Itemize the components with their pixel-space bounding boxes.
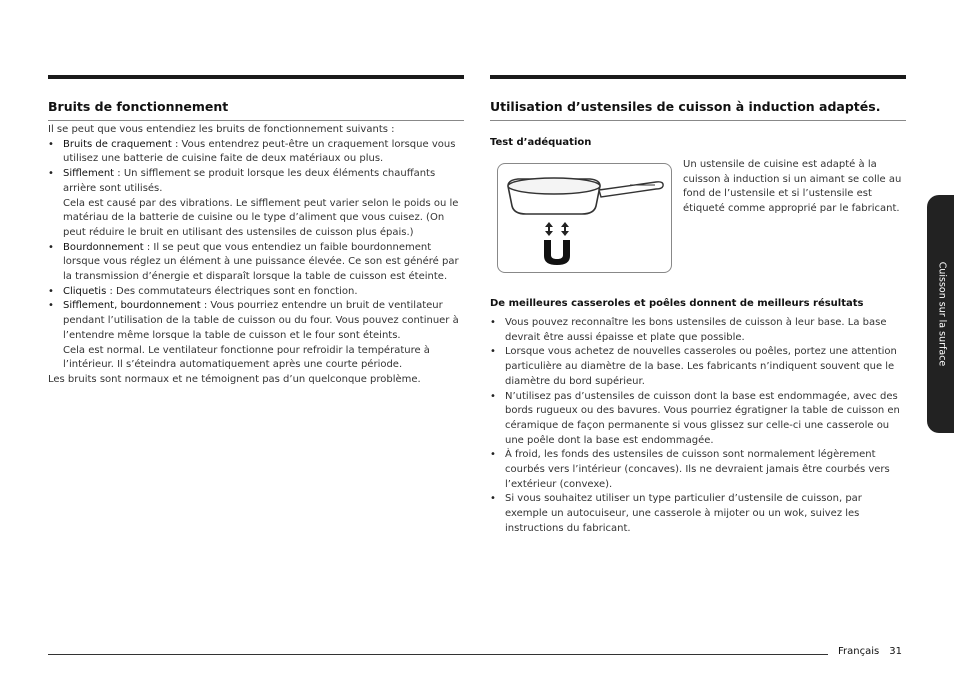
noise-desc: : Vous pourriez entendre un bruit de ventilateur pendant l’utilisation de la table de cuisson ou du four. Vous pouvez continuer à l’entendre même lorsque la table de cuisson et le four sont éteints. (63, 300, 459, 341)
right-title-rule (490, 120, 906, 121)
noise-term: Bourdonnement (63, 241, 144, 253)
noise-intro: Il se peut que vous entendiez les bruits de fonctionnement suivants : (48, 124, 395, 135)
noise-term: Bruits de craquement (63, 138, 172, 150)
right-section-title: Utilisation d’ustensiles de cuisson à induction adaptés. (490, 99, 881, 114)
best-list (490, 316, 906, 537)
footer-rule (48, 654, 828, 655)
noise-desc: : Des commutateurs électriques sont en fonction. (106, 285, 358, 297)
noise-item-crackling (48, 138, 464, 167)
noise-extra: Cela est causé par des vibrations. Le sifflement peut varier selon le poids ou le matériau de la batterie de cuisine ou le type d’aliment que vous cuisez. (On peut réduire le bruit en utilisant des ustensiles de cuisson plus épais.) (63, 197, 459, 238)
page-number: 31 (889, 646, 902, 657)
noise-list (48, 138, 464, 373)
noise-extra: Cela est normal. Le ventilateur fonctionne pour refroidir la température à l’intérieur. Il s’éteindra automatiquement après une courte période. (63, 344, 430, 371)
noise-outro: Les bruits sont normaux et ne témoignent pas d’un quelconque problème. (48, 373, 421, 385)
noise-item-clicking (48, 285, 464, 300)
best-list-wrap (490, 316, 906, 537)
best-item: • Vous pouvez reconnaître les bons ustensiles de cuisson à leur base. La base devrait être aussi épaisse et plate que possible. (490, 316, 906, 345)
pan-magnet-icon (498, 164, 673, 274)
chapter-side-tab-label: Cuisson sur la surface (936, 261, 948, 367)
noise-item-humming (48, 241, 464, 285)
footer-language: Français (838, 646, 880, 657)
noise-desc: : Un sifflement se produit lorsque les deux éléments chauffants arrière sont utilisés. (63, 168, 436, 194)
chapter-side-tab (927, 195, 954, 433)
magnet-test-illustration (497, 163, 672, 273)
best-item: • Si vous souhaitez utiliser un type particulier d’ustensile de cuisson, par exemple un autocuiseur, une casserole à mijoter ou un wok, suivez les instructions du fabricant. (490, 492, 906, 536)
left-title-rule (48, 120, 464, 121)
left-top-bar (48, 75, 464, 79)
best-item: • N’utilisez pas d’ustensiles de cuisson dont la base est endommagée, avec des bords rugueux ou des bavures. Vous pourriez égratigner la table de cuisson en céramique de façon permanente si vous glissez sur celle-ci une casserole ou une poêle dont la base est endommagée. (490, 390, 906, 449)
best-heading: De meilleures casseroles et poêles donnent de meilleurs résultats (490, 298, 864, 309)
test-heading: Test d’adéquation (490, 137, 592, 148)
noise-term: Sifflement (63, 168, 115, 180)
best-item: • À froid, les fonds des ustensiles de cuisson sont normalement légèrement courbés vers l’intérieur (concaves). Ils ne devraient jamais être courbés vers l’extérieur (convexe). (490, 448, 906, 492)
noise-desc: : Vous entendrez peut-être un craquement lorsque vous utilisez une batterie de cuisine faite de deux matériaux ou plus. (63, 138, 456, 165)
noise-item-fan (48, 299, 464, 373)
noise-term: Sifflement, bourdonnement (63, 300, 201, 312)
best-item: • Lorsque vous achetez de nouvelles casseroles ou poêles, portez une attention particulière au diamètre de la base. Les fabricants n’indiquent souvent que le diamètre du bord supérieur. (490, 345, 906, 389)
noise-desc: : Il se peut que vous entendiez un faible bourdonnement lorsque vous réglez un élément à une puissance élevée. Ce son est généré par la transmission d’énergie et disparaît lorsque la table de cuisson est éteinte. (63, 241, 459, 283)
test-text: Un ustensile de cuisine est adapté à la cuisson à induction si un aimant se colle au fond de l’ustensile et si l’ustensile est étiqueté comme approprié par le fabricant. (683, 159, 902, 215)
right-top-bar (490, 75, 906, 79)
noise-item-whistling (48, 167, 464, 241)
noise-term: Cliquetis (63, 285, 107, 297)
left-body (48, 123, 464, 388)
footer (838, 645, 902, 660)
left-section-title: Bruits de fonctionnement (48, 99, 229, 114)
